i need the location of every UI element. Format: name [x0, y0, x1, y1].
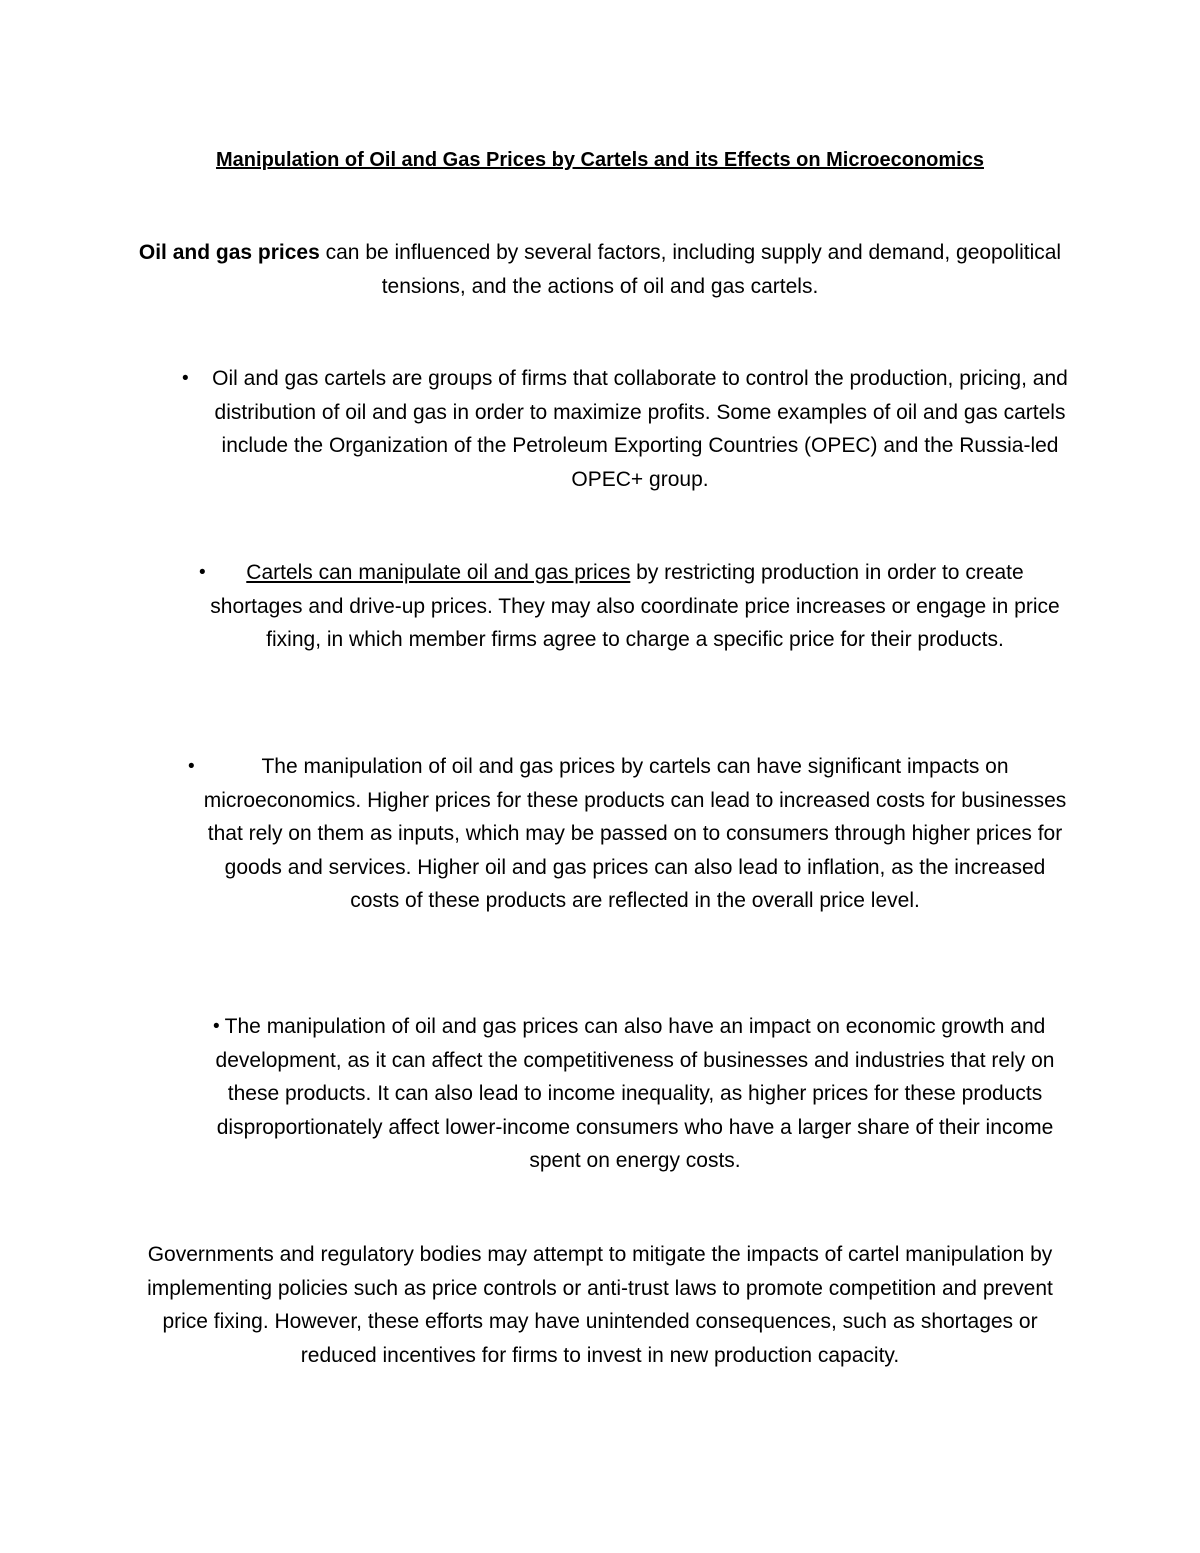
bullet-icon: •: [213, 1016, 220, 1037]
bullet-icon: •: [199, 562, 206, 583]
bullet-item-4: [200, 1010, 1070, 1178]
closing-paragraph: Governments and regulatory bodies may attempt to mitigate the impacts of cartel manipulation by implementing policies such as price controls or anti-trust laws to promote competition and prevent price fixing. However, these efforts may have unintended consequences, such as shortages or reduced incentives for firms to invest in new production capacity.: [147, 1243, 1053, 1367]
bullet-text: The manipulation of oil and gas prices can also have an impact on economic growth and development, as it can affect the competitiveness of businesses and industries that rely on these products. It can also lead to income inequality, as higher prices for these products disproportionately affect lower-income consumers who have a larger share of their income spent on energy costs.: [215, 1015, 1055, 1173]
document-title: Manipulation of Oil and Gas Prices by Cartels and its Effects on Microeconomics: [216, 149, 984, 171]
bullet-icon: •: [188, 756, 195, 777]
bullet-text: [200, 556, 1070, 657]
intro-paragraph: [130, 236, 1070, 303]
bullet-item-3: [188, 750, 1070, 918]
bullet-underlined-lead: Cartels can manipulate oil and gas prices: [246, 561, 631, 584]
bullet-item-2: [200, 556, 1070, 657]
intro-text: can be influenced by several factors, including supply and demand, geopolitical tensions, and the actions of oil and gas cartels.: [319, 241, 1062, 298]
bullet-text: Oil and gas cartels are groups of firms that collaborate to control the production, pricing, and distribution of oil and gas in order to maximize profits. Some examples of oil and gas cartels include the Organization of the Petroleum Exporting Countries (OPEC) and the Russia-led OPEC+ group.: [212, 367, 1068, 491]
bullet-item-1: [182, 362, 1070, 496]
intro-bold-lead: Oil and gas prices: [138, 241, 320, 264]
bullet-icon: •: [182, 368, 189, 389]
bullet-text-rest: by restricting production in order to create shortages and drive-up prices. They may also coordinate price increases or engage in price fixing, in which member firms agree to charge a specific price for their products.: [210, 561, 1060, 652]
bullet-text: The manipulation of oil and gas prices by cartels can have significant impacts on microeconomics. Higher prices for these products can lead to increased costs for businesses that rely on them as inputs, which may be passed on to consumers through higher prices for goods and services. Higher oil and gas prices can also lead to inflation, as the increased costs of these products are reflected in the overall price level.: [203, 755, 1067, 913]
